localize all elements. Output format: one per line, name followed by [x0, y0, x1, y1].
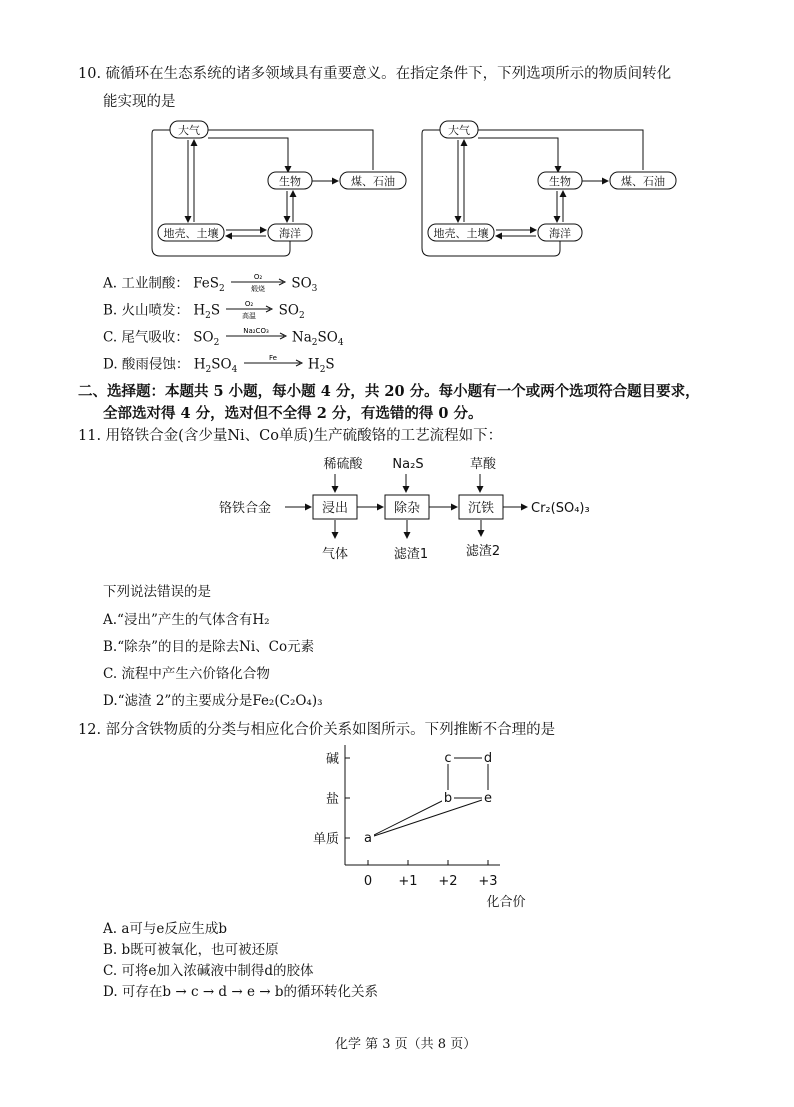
svg-text:煅烧: 煅烧	[251, 285, 266, 293]
output-2: 滤渣1	[393, 547, 429, 562]
x-tick-label: +1	[398, 874, 418, 889]
svg-text:Na₂CO₃: Na₂CO₃	[242, 327, 269, 335]
output-3: 滤渣2	[465, 544, 501, 559]
iron-valence-chart	[300, 740, 560, 910]
edge-a-e	[368, 798, 488, 838]
node-crust-soil-label: 地壳、土壤	[163, 227, 219, 240]
x-tick-label: +3	[478, 874, 498, 889]
section-heading-line1: 二、选择题：本题共 5 小题，每小题 4 分，共 20 分。每小题有一个或两个选项符合题目要求，	[78, 383, 700, 400]
q11-stem: 11. 用铬铁合金(含少量Ni、Co单质)生产硫酸铬的工艺流程如下：	[78, 428, 503, 444]
y-tick-label: 碱	[325, 752, 339, 767]
svg-text:O₂: O₂	[245, 300, 254, 308]
point-c: c	[444, 751, 452, 766]
reaction-arrow	[224, 298, 274, 324]
node-biology-label: 生物	[279, 175, 301, 188]
node-atmosphere-label: 大气	[178, 124, 200, 137]
q11-option-b[interactable]: B.“除杂”的目的是除去Ni、Co元素	[103, 639, 315, 655]
sulfur-cycle-diagram-left	[148, 112, 408, 260]
q10-option-c[interactable]: C. 尾气吸收： $SO_2$ Na₂CO₃ $Na_2SO_4$	[103, 325, 344, 351]
q12-option-a[interactable]: A. a可与e反应生成b	[103, 921, 228, 937]
q11-option-a[interactable]: A.“浸出”产生的气体含有H₂	[103, 612, 270, 628]
svg-text:O₂: O₂	[253, 273, 263, 281]
q11-option-c[interactable]: C. 流程中产生六价铬化合物	[103, 666, 270, 682]
x-tick-label: 0	[363, 874, 373, 889]
node-atmosphere-label: 大气	[448, 124, 470, 137]
point-e: e	[484, 791, 492, 806]
q12-option-d[interactable]: D. 可存在b → c → d → e → b的循环转化关系	[103, 984, 378, 1000]
reaction-arrow	[229, 271, 287, 297]
section-heading-line2: 全部选对得 4 分，选对但不全得 2 分，有选错的得 0 分。	[103, 405, 483, 422]
process-flow-diagram	[215, 450, 635, 570]
q10-stem-line1: 10. 硫循环在生态系统的诸多领域具有重要意义。在指定条件下，下列选项所示的物质间转化	[78, 66, 672, 82]
sulfur-cycle-diagram-right	[418, 112, 678, 260]
node-coal-oil-label: 煤、石油	[621, 175, 665, 188]
step-2-label: 除杂	[393, 501, 421, 516]
q12-option-c[interactable]: C. 可将e加入浓碱液中制得d的胶体	[103, 963, 314, 979]
output-1: 气体	[321, 547, 349, 562]
q10-option-b[interactable]: B. 火山喷发： $H_2S$ O₂ 高温 $SO_2$	[103, 298, 305, 324]
start-material: 铬铁合金	[219, 501, 272, 516]
q10-option-a[interactable]: A. 工业制酸： FeS$_2$ O₂ 煅烧 $SO_3$	[103, 271, 317, 297]
x-axis-label: 化合价	[486, 895, 526, 910]
step-3-label: 沉铁	[467, 501, 495, 516]
reagent-2: Na₂S	[392, 457, 424, 472]
point-d: d	[483, 751, 493, 766]
point-b: b	[443, 791, 453, 806]
y-tick-label: 盐	[325, 792, 339, 807]
edge-a-b	[368, 798, 448, 838]
node-coal-oil-label: 煤、石油	[351, 175, 395, 188]
node-ocean-label: 海洋	[549, 227, 571, 240]
svg-text:Fe: Fe	[268, 354, 277, 362]
node-crust-soil-label: 地壳、土壤	[433, 227, 489, 240]
reagent-1: 稀硫酸	[323, 457, 363, 472]
page-footer: 化学 第 3 页（共 8 页）	[335, 1037, 477, 1052]
q11-question: 下列说法错误的是	[103, 584, 211, 600]
step-1-label: 浸出	[321, 501, 349, 516]
y-tick-label: 单质	[312, 832, 339, 847]
svg-text:高温: 高温	[242, 312, 257, 320]
node-ocean-label: 海洋	[279, 227, 301, 240]
q10-stem-line2: 能实现的是	[103, 94, 176, 110]
q10-option-d[interactable]: D. 酸雨侵蚀： $H_2SO_4$ Fe $H_2S$	[103, 352, 335, 378]
x-tick-label: +2	[438, 874, 458, 889]
reaction-arrow	[242, 352, 304, 378]
reagent-3: 草酸	[469, 457, 497, 472]
node-biology-label: 生物	[549, 175, 571, 188]
q12-stem: 12. 部分含铁物质的分类与相应化合价关系如图所示。下列推断不合理的是	[78, 722, 556, 738]
q12-option-b[interactable]: B. b既可被氧化，也可被还原	[103, 942, 279, 958]
reaction-arrow	[224, 325, 288, 351]
q11-option-d[interactable]: D.“滤渣 2”的主要成分是Fe₂(C₂O₄)₃	[103, 693, 323, 709]
point-a: a	[364, 831, 372, 846]
product-label: Cr₂(SO₄)₃	[531, 501, 590, 516]
